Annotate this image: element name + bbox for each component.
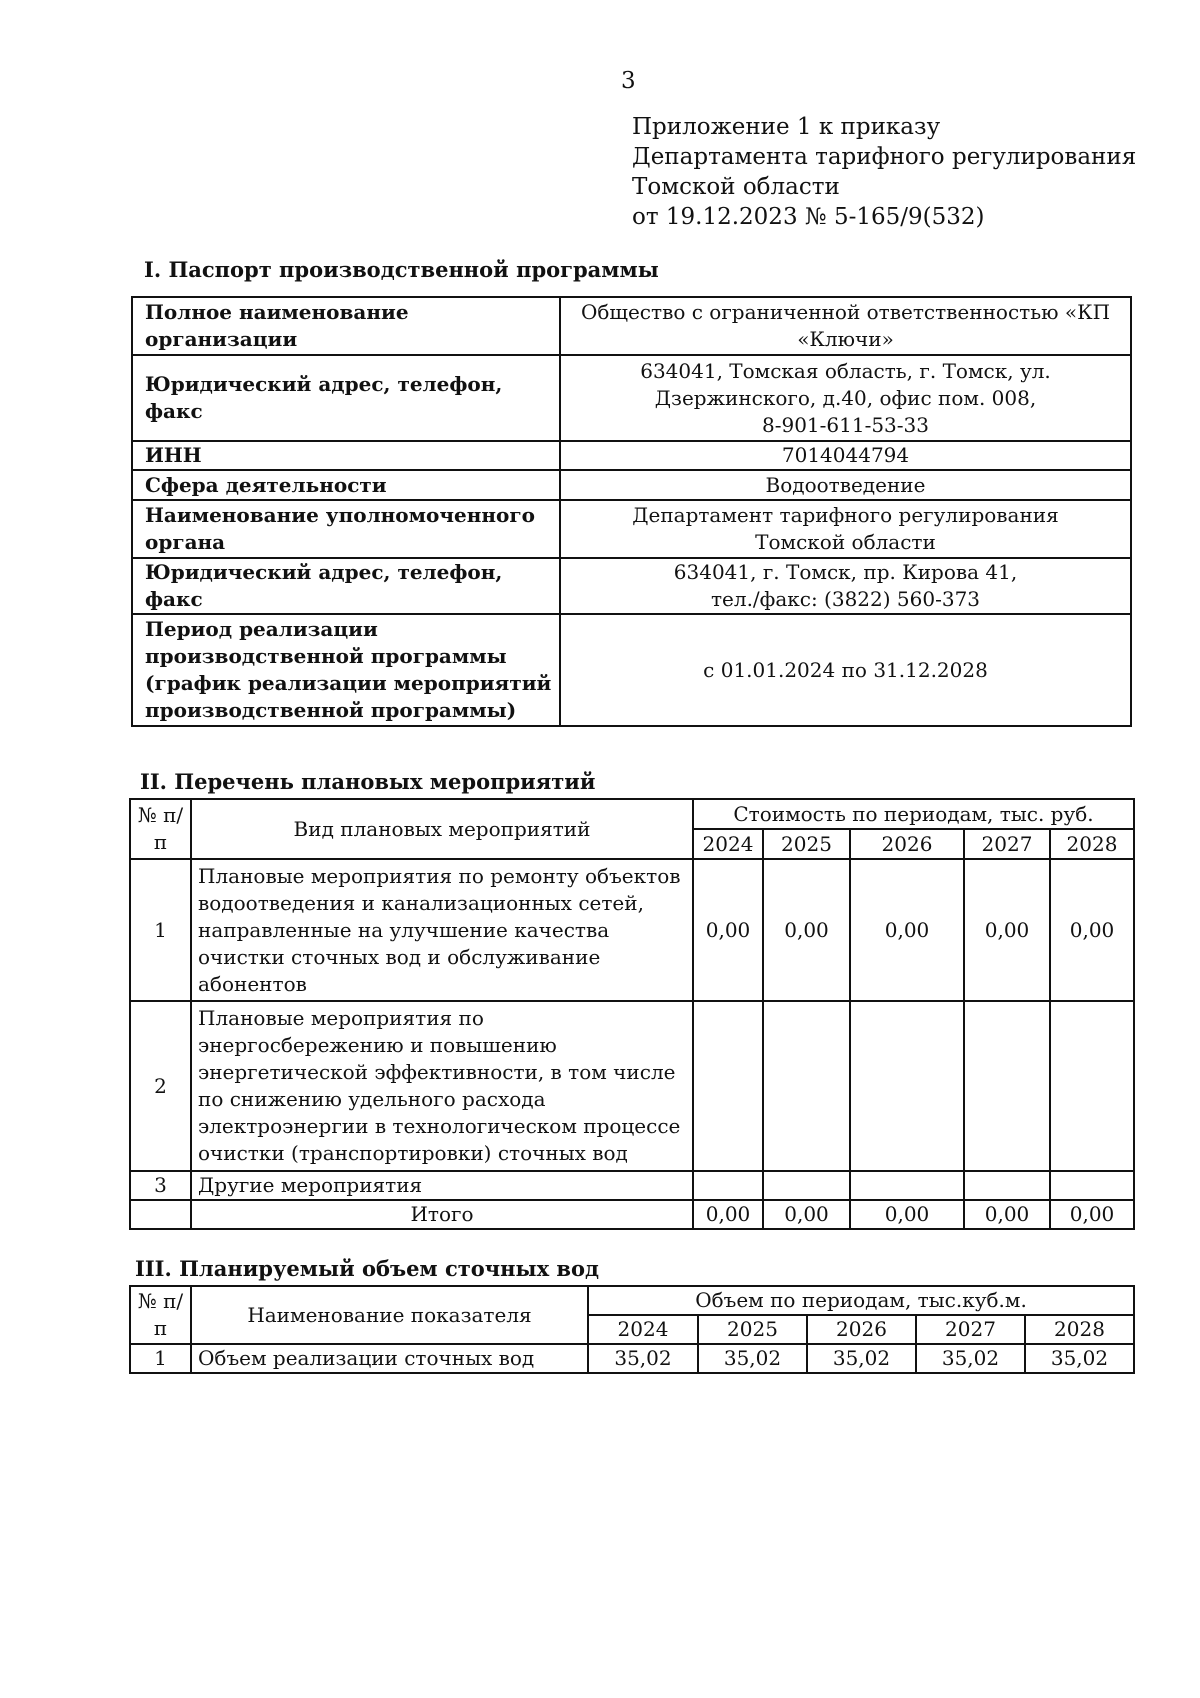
header-year: 2024 (693, 829, 763, 859)
row-value (850, 1171, 964, 1200)
header-year: 2028 (1025, 1315, 1134, 1344)
row-num: 1 (130, 859, 191, 1001)
row-name: Другие мероприятия (191, 1171, 693, 1200)
table-header-row (130, 1286, 1134, 1315)
total-num (130, 1200, 191, 1229)
row-value (693, 1001, 763, 1171)
header-year: 2027 (964, 829, 1050, 859)
row-value: 0,00 (693, 859, 763, 1001)
row-num: 2 (130, 1001, 191, 1171)
table-row (132, 558, 1131, 614)
row-value: 7014044794 (560, 441, 1131, 470)
row-num: 3 (130, 1171, 191, 1200)
row-label: ИНН (132, 441, 560, 470)
header-year: 2028 (1050, 829, 1134, 859)
row-name: Объем реализации сточных вод (191, 1344, 588, 1373)
table-row (132, 470, 1131, 500)
row-value (964, 1171, 1050, 1200)
approval-line: от 19.12.2023 № 5-165/9(532) (632, 204, 985, 230)
row-value (763, 1171, 850, 1200)
row-value: 0,00 (850, 859, 964, 1001)
row-label: Сфера деятельности (132, 470, 560, 500)
total-row (130, 1200, 1134, 1229)
header-year: 2024 (588, 1315, 698, 1344)
row-value: 0,00 (1050, 859, 1134, 1001)
row-num: 1 (130, 1344, 191, 1373)
header-year: 2026 (807, 1315, 916, 1344)
row-label: Наименование уполномоченного органа (132, 500, 560, 558)
table-header-row (130, 799, 1134, 829)
approval-line: Приложение 1 к приказу (632, 114, 941, 140)
row-label: Полное наименование организации (132, 297, 560, 355)
total-value: 0,00 (693, 1200, 763, 1229)
row-value (850, 1001, 964, 1171)
approval-line: Томской области (632, 174, 840, 200)
row-name: Плановые мероприятия по энергосбережению и повышению энергетической эффективности, в том числе по снижению удельного расхода электроэнергии в технологическом процессе очистки (транспортировки) сточных вод (191, 1001, 693, 1171)
table-row (132, 500, 1131, 558)
header-volume: Объем по периодам, тыс.куб.м. (588, 1286, 1134, 1315)
header-year: 2026 (850, 829, 964, 859)
total-value: 0,00 (964, 1200, 1050, 1229)
section3-title: III. Планируемый объем сточных вод (135, 1256, 600, 1281)
row-value: с 01.01.2024 по 31.12.2028 (560, 614, 1131, 726)
row-value: 35,02 (1025, 1344, 1134, 1373)
row-value: 35,02 (916, 1344, 1025, 1373)
row-label: Юридический адрес, телефон, факс (132, 355, 560, 441)
table-row (130, 1344, 1134, 1373)
row-value (763, 1001, 850, 1171)
section1-title: I. Паспорт производственной программы (144, 257, 659, 282)
header-name: Наименование показателя (191, 1286, 588, 1344)
row-value: 35,02 (588, 1344, 698, 1373)
passport-table (131, 296, 1132, 727)
row-value: Общество с ограниченной ответственностью «КП «Ключи» (560, 297, 1131, 355)
page-number: 3 (621, 68, 636, 94)
header-num: № п/п (130, 799, 191, 859)
row-value (693, 1171, 763, 1200)
row-value: Водоотведение (560, 470, 1131, 500)
row-label: Период реализации производственной программы (график реализации мероприятий производственной программы) (132, 614, 560, 726)
row-value: 634041, Томская область, г. Томск, ул. Дзержинского, д.40, офис пом. 008, 8-901-611-53-33 (560, 355, 1131, 441)
table-row (132, 355, 1131, 441)
row-value (964, 1001, 1050, 1171)
approval-line: Департамента тарифного регулирования (632, 144, 1137, 170)
volume-table (129, 1285, 1135, 1374)
table-row (132, 441, 1131, 470)
approval-block (632, 112, 1136, 232)
row-value: 634041, г. Томск, пр. Кирова 41, тел./факс: (3822) 560-373 (560, 558, 1131, 614)
row-value (1050, 1171, 1134, 1200)
total-value: 0,00 (1050, 1200, 1134, 1229)
table-row (132, 614, 1131, 726)
header-name: Вид плановых мероприятий (191, 799, 693, 859)
row-value: 0,00 (763, 859, 850, 1001)
total-label: Итого (191, 1200, 693, 1229)
row-name: Плановые мероприятия по ремонту объектов водоотведения и канализационных сетей, направленные на улучшение качества очистки сточных вод и обслуживание абонентов (191, 859, 693, 1001)
total-value: 0,00 (850, 1200, 964, 1229)
row-value: 35,02 (698, 1344, 807, 1373)
header-cost: Стоимость по периодам, тыс. руб. (693, 799, 1134, 829)
row-value (1050, 1001, 1134, 1171)
row-value: Департамент тарифного регулирования Томской области (560, 500, 1131, 558)
header-year: 2027 (916, 1315, 1025, 1344)
measures-table (129, 798, 1135, 1230)
table-row (130, 1001, 1134, 1171)
header-num: № п/п (130, 1286, 191, 1344)
row-label: Юридический адрес, телефон, факс (132, 558, 560, 614)
header-year: 2025 (763, 829, 850, 859)
table-row (132, 297, 1131, 355)
row-value: 35,02 (807, 1344, 916, 1373)
table-row (130, 859, 1134, 1001)
total-value: 0,00 (763, 1200, 850, 1229)
row-value: 0,00 (964, 859, 1050, 1001)
header-year: 2025 (698, 1315, 807, 1344)
table-row (130, 1171, 1134, 1200)
section2-title: II. Перечень плановых мероприятий (140, 769, 596, 794)
